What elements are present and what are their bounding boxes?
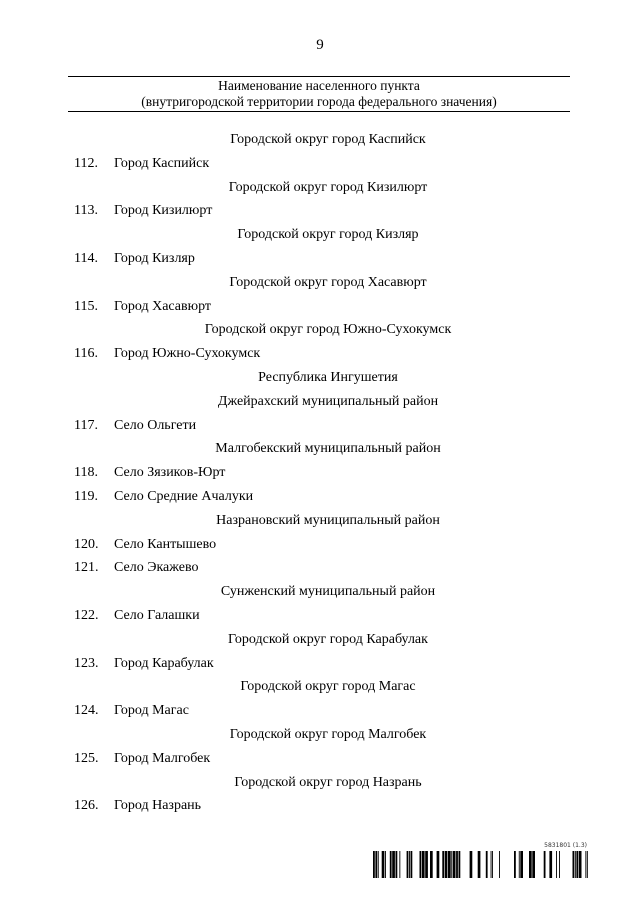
barcode-bar	[453, 851, 456, 878]
item-name: Город Магас	[114, 703, 189, 719]
barcode-bar	[382, 851, 385, 878]
barcode-bar	[556, 851, 557, 878]
item-number: 120.	[74, 536, 99, 552]
item-number: 114.	[74, 250, 98, 266]
barcode-bar	[486, 851, 488, 878]
list-item	[0, 485, 640, 509]
list-item	[0, 295, 640, 319]
section-heading	[0, 509, 640, 533]
barcode-bar	[492, 851, 493, 878]
item-name: Город Кизляр	[114, 250, 195, 266]
header-bottom-rule	[68, 111, 570, 112]
item-number: 121.	[74, 560, 99, 576]
item-name: Город Хасавюрт	[114, 298, 212, 314]
barcode-bar	[529, 851, 532, 878]
barcode-bar	[390, 851, 392, 878]
list-item	[0, 747, 640, 771]
barcode-bar	[422, 851, 425, 878]
table-header	[68, 78, 570, 110]
section-heading-text: Городской округ город Кизилюрт	[228, 179, 428, 195]
section-heading	[0, 723, 640, 747]
list-item	[0, 152, 640, 176]
section-heading-text: Назрановский муниципальный район	[216, 512, 440, 528]
header-line-1: Наименование населенного пункта	[218, 78, 420, 93]
item-number: 126.	[74, 798, 99, 814]
list-item	[0, 199, 640, 223]
barcode-bar	[514, 851, 516, 878]
barcode-bar	[392, 851, 395, 878]
section-heading	[0, 318, 640, 342]
item-number: 124.	[74, 703, 99, 719]
list-item	[0, 699, 640, 723]
barcode-bar	[378, 851, 379, 878]
item-number: 118.	[74, 465, 98, 481]
item-name: Село Галашки	[114, 607, 200, 623]
item-name: Село Средние Ачалуки	[114, 488, 254, 504]
item-name: Город Назрань	[114, 798, 202, 814]
list-item	[0, 533, 640, 557]
barcode-bar	[396, 851, 398, 878]
section-heading	[0, 628, 640, 652]
barcode-bar	[385, 851, 386, 878]
section-heading-text: Городской округ город Магас	[240, 679, 416, 695]
page-number: 9	[316, 37, 324, 53]
section-heading-text: Городской округ город Малгобек	[229, 726, 427, 742]
barcode-bar	[519, 851, 520, 878]
barcode-bar	[425, 851, 428, 878]
barcode-bar	[575, 851, 576, 878]
section-heading	[0, 437, 640, 461]
list-item	[0, 342, 640, 366]
barcode-bar	[470, 851, 473, 878]
section-heading	[0, 366, 640, 390]
list-item	[0, 556, 640, 580]
section-heading	[0, 771, 640, 795]
barcode-bar	[499, 851, 500, 878]
barcode-bar	[456, 851, 458, 878]
list-item	[0, 247, 640, 271]
section-heading	[0, 271, 640, 295]
section-heading	[0, 128, 640, 152]
item-name: Село Экажево	[114, 560, 199, 576]
barcode-bar	[559, 851, 560, 878]
section-heading-text: Малгобекский муниципальный район	[215, 441, 441, 457]
item-number: 112.	[74, 155, 98, 171]
barcode-block	[371, 842, 591, 878]
section-heading-text: Городской округ город Карабулак	[228, 631, 428, 647]
section-heading-text: Республика Ингушетия	[258, 369, 398, 385]
item-number: 123.	[74, 655, 99, 671]
barcode-bar	[420, 851, 422, 878]
item-name: Город Южно-Сухокумск	[114, 346, 261, 362]
barcode-bar	[544, 851, 546, 878]
item-name: Село Ольгети	[114, 417, 197, 433]
header-top-rule	[68, 76, 570, 77]
barcode-bar	[478, 851, 481, 878]
barcode-bar	[532, 851, 535, 878]
section-heading-text: Джейрахский муниципальный район	[217, 393, 439, 409]
section-heading	[0, 176, 640, 200]
barcode-bar	[407, 851, 409, 878]
item-number: 115.	[74, 298, 98, 314]
item-name: Город Каспийск	[114, 155, 210, 171]
barcode-bar	[585, 851, 586, 878]
barcode-bar	[549, 851, 552, 878]
section-heading	[0, 223, 640, 247]
section-heading-text: Городской округ город Назрань	[234, 774, 422, 790]
item-name: Село Кантышево	[114, 536, 217, 552]
section-heading-text: Сунженский муниципальный район	[220, 584, 436, 600]
item-number: 117.	[74, 417, 98, 433]
section-heading-text: Городской округ город Каспийск	[230, 132, 426, 147]
section-heading	[0, 580, 640, 604]
barcode-bar	[399, 851, 400, 878]
barcode-bar	[411, 851, 413, 878]
barcode-image	[371, 851, 591, 878]
list-item	[0, 794, 640, 818]
item-name: Город Кизилюрт	[114, 203, 213, 219]
barcode-bar	[375, 851, 377, 878]
item-number: 116.	[74, 346, 98, 362]
item-name: Город Карабулак	[114, 655, 214, 671]
item-number: 125.	[74, 750, 99, 766]
item-name: Город Малгобек	[114, 750, 211, 766]
section-heading	[0, 675, 640, 699]
section-heading-text: Городской округ город Южно-Сухокумск	[204, 322, 452, 338]
barcode-bar	[373, 851, 375, 878]
item-number: 113.	[74, 203, 98, 219]
item-number: 119.	[74, 488, 98, 504]
barcode-bar	[579, 851, 582, 878]
header-line-2: (внутригородской территории города федерального значения)	[141, 94, 497, 109]
barcode-bar	[445, 851, 448, 878]
barcode-bar	[448, 851, 451, 878]
barcode-bar	[459, 851, 461, 878]
item-name: Село Зязиков-Юрт	[114, 465, 226, 481]
list-item	[0, 604, 640, 628]
settlement-list	[0, 128, 640, 818]
barcode-bar	[491, 851, 492, 878]
section-heading-text: Городской округ город Хасавюрт	[229, 274, 427, 290]
barcode-bar	[576, 851, 578, 878]
barcode-bar	[430, 851, 433, 878]
barcode-bar	[451, 851, 452, 878]
list-item	[0, 414, 640, 438]
barcode-bar	[573, 851, 575, 878]
list-item	[0, 461, 640, 485]
barcode-bar	[587, 851, 588, 878]
section-heading-text: Городской округ город Кизляр	[237, 227, 419, 243]
barcode-bar	[409, 851, 410, 878]
barcode-bar	[437, 851, 440, 878]
barcode-label: 5831801 (1.3)	[544, 842, 587, 849]
item-number: 122.	[74, 607, 99, 623]
section-heading	[0, 390, 640, 414]
barcode-bar	[520, 851, 523, 878]
list-item	[0, 652, 640, 676]
barcode-bar	[442, 851, 444, 878]
